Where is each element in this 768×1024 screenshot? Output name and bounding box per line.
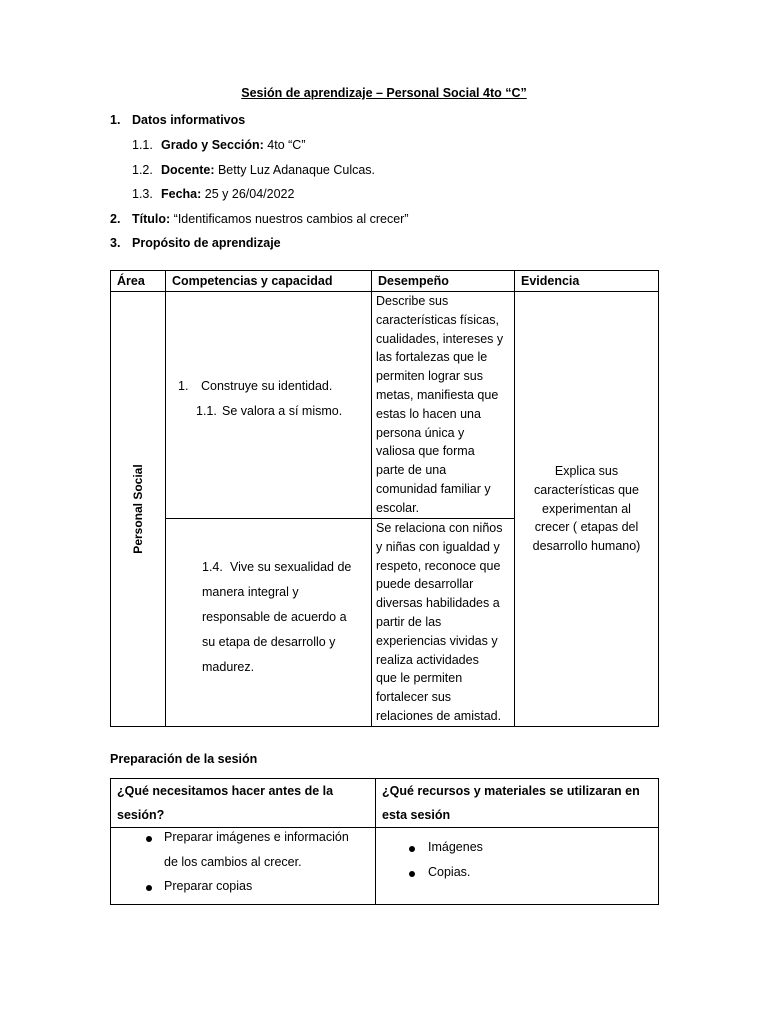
preparacion-header-1-line: ¿Qué necesitamos hacer antes de la (117, 784, 334, 798)
capacidad-line: madurez. (202, 660, 255, 674)
competencia-cell-2 (166, 519, 372, 727)
desempeno-line: que le permiten (376, 671, 463, 686)
area-cell (111, 292, 166, 727)
preparacion-header-1-line: sesión? (117, 808, 165, 822)
bullet-icon (409, 846, 415, 852)
docente-label: Docente: (161, 163, 215, 177)
desempeno-line: las fortalezas que le (376, 350, 488, 365)
capacidad-num-1-4: 1.4. (202, 560, 223, 574)
subsection-num-1-3: 1.3. (132, 187, 153, 201)
preparacion-header-2-line: esta sesión (382, 808, 451, 822)
header-evidencia: Evidencia (515, 271, 659, 292)
capacidad-line: responsable de acuerdo a (202, 610, 347, 624)
evidencia-line: experimentan al (542, 501, 631, 516)
evidencia-cell (515, 292, 659, 727)
preparacion-heading: Preparación de la sesión (110, 752, 258, 766)
desempeno-line: estas lo hacen una (376, 406, 481, 421)
docente-value: Betty Luz Adanaque Culcas. (217, 163, 376, 177)
area-label: Personal Social (131, 463, 145, 554)
fecha-label: Fecha: (161, 187, 202, 201)
section-num-2: 2. (110, 212, 121, 226)
competencia-cell-1 (166, 292, 372, 519)
subsection-num-1-1: 1.1. (132, 138, 153, 152)
action-item-line: Preparar copias (164, 879, 253, 893)
desempeno-line: experiencias vividas y (376, 633, 498, 648)
desempeno-line: Se relaciona con niños (376, 521, 503, 535)
capacidad-text-1-1: Se valora a sí mismo. (222, 404, 343, 418)
desempeno-line: valiosa que forma (376, 444, 475, 459)
desempeno-line: metas, manifiesta que (376, 387, 499, 402)
action-item-line: Preparar imágenes e información (164, 830, 349, 844)
section-datos-informativos: Datos informativos (132, 113, 246, 127)
preparacion-table (110, 778, 659, 905)
preparacion-actions-cell (111, 828, 376, 905)
bullet-icon (146, 885, 152, 891)
desempeno-line: respeto, reconoce que (376, 558, 501, 573)
capacidad-line: Vive su sexualidad de (230, 560, 352, 574)
desempeno-cell-1 (372, 292, 515, 519)
capacidad-line: manera integral y (202, 585, 299, 599)
desempeno-line: cualidades, intereses y (376, 331, 504, 346)
section-num-1: 1. (110, 113, 121, 127)
document-title: Sesión de aprendizaje – Personal Social 4to “C” (241, 86, 527, 100)
bullet-icon (409, 871, 415, 877)
titulo-value: “Identificamos nuestros cambios al crecer” (173, 212, 409, 226)
material-item: Imágenes (428, 840, 483, 854)
desempeno-line: partir de las (376, 614, 442, 629)
evidencia-line: características que (534, 482, 639, 497)
docente-row (161, 163, 375, 177)
desempeno-line: realiza actividades (376, 652, 479, 667)
evidencia-line: crecer ( etapas del (534, 520, 639, 535)
desempeno-line: relaciones de amistad. (376, 708, 502, 723)
subsection-num-1-2: 1.2. (132, 163, 153, 177)
header-area: Área (111, 271, 166, 292)
desempeno-line: características físicas, (376, 312, 499, 327)
capacidad-line: su etapa de desarrollo y (202, 635, 336, 649)
action-item-line: de los cambios al crecer. (164, 855, 302, 869)
grado-label: Grado y Sección: (161, 138, 264, 152)
desempeno-line: parte de una (376, 463, 447, 478)
desempeno-line: puede desarrollar (376, 577, 474, 592)
evidencia-line: desarrollo humano) (532, 539, 641, 554)
preparacion-materials-cell (376, 828, 659, 905)
proposito-table (110, 270, 659, 727)
evidencia-line: Explica sus (554, 464, 619, 478)
header-competencias: Competencias y capacidad (166, 271, 372, 292)
bullet-icon (146, 836, 152, 842)
header-desempeno: Desempeño (372, 271, 515, 292)
preparacion-header-1 (111, 779, 376, 828)
preparacion-header-2-line: ¿Qué recursos y materiales se utilizaran en (382, 784, 640, 798)
desempeno-line: persona única y (376, 425, 465, 440)
section-num-3: 3. (110, 236, 121, 250)
desempeno-line: comunidad familiar y (376, 481, 491, 496)
fecha-value: 25 y 26/04/2022 (204, 187, 295, 201)
competencia-num: 1. (178, 379, 189, 393)
desempeno-line: fortalecer sus (376, 690, 452, 705)
desempeno-line: escolar. (376, 500, 420, 515)
titulo-row (132, 212, 408, 226)
section-proposito: Propósito de aprendizaje (132, 236, 281, 250)
desempeno-cell-2 (372, 519, 515, 727)
grado-value: 4to “C” (267, 138, 306, 152)
titulo-label: Título: (132, 212, 171, 226)
capacidad-num-1-1: 1.1. (196, 404, 217, 418)
desempeno-line: permiten lograr sus (376, 369, 483, 384)
desempeno-line: y niñas con igualdad y (376, 539, 500, 554)
grado-row (161, 138, 306, 152)
competencia-text: Construye su identidad. (201, 379, 333, 393)
preparacion-header-2 (376, 779, 659, 828)
fecha-row (161, 187, 294, 201)
desempeno-line: Describe sus (376, 294, 449, 308)
material-item: Copias. (428, 865, 471, 879)
desempeno-line: diversas habilidades a (376, 596, 500, 611)
